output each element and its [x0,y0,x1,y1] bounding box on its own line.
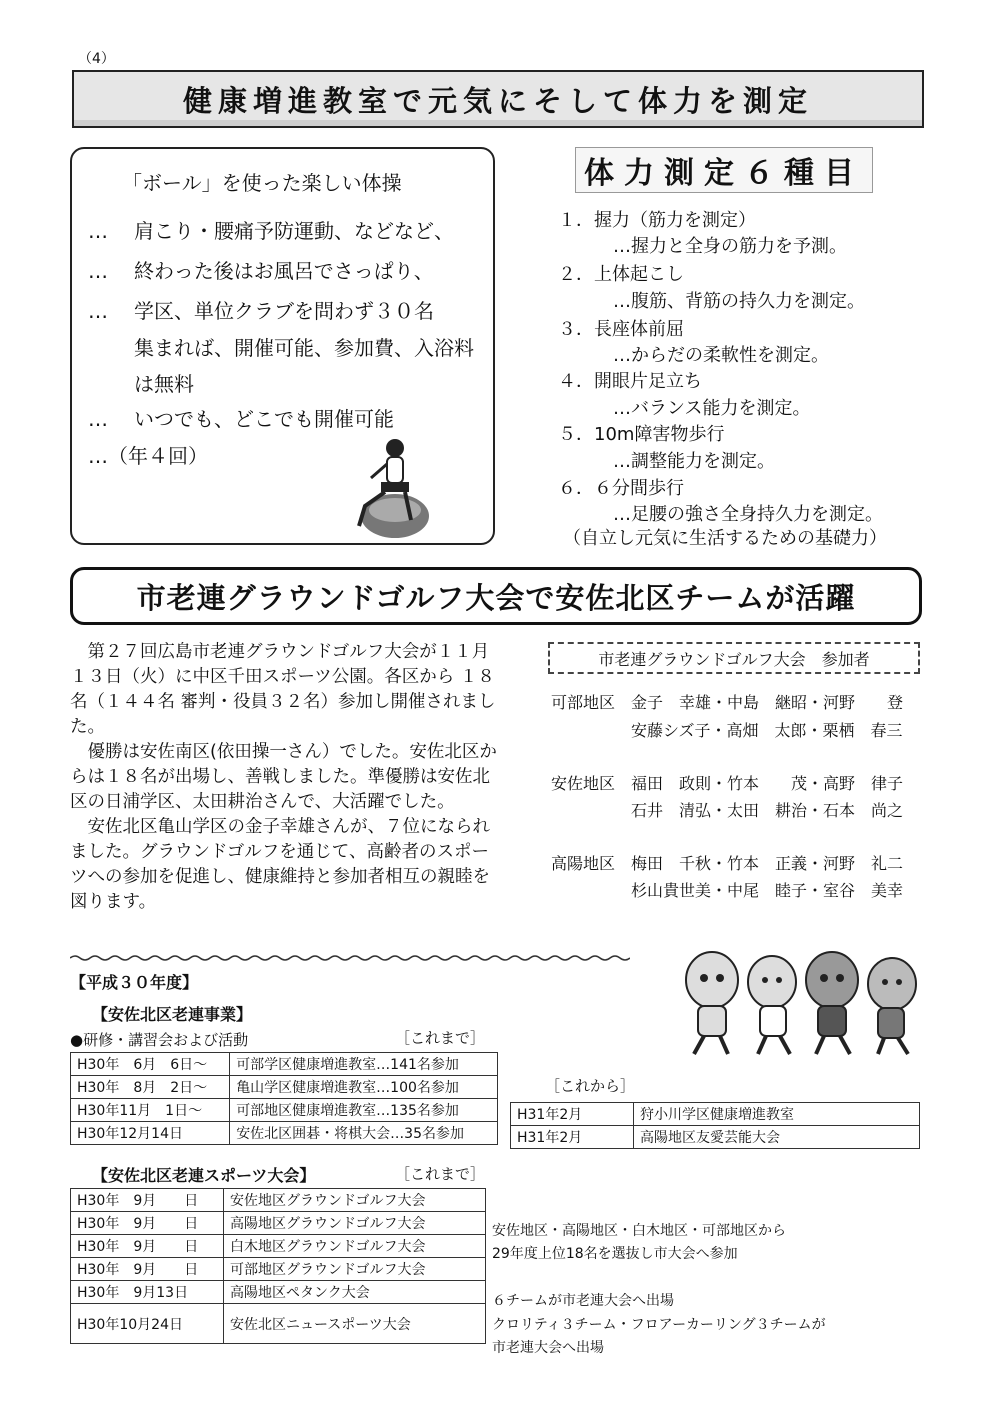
table-row [71,1053,498,1076]
ball-line-4 [88,403,394,432]
sports-table [70,1188,486,1344]
event-cell: 可部地区健康増進教室…135名参加 [230,1099,498,1122]
event-cell: 高陽地区グラウンドゴルフ大会 [224,1212,486,1235]
date-cell: H30年 6月 6日～ [71,1053,230,1076]
event-cell: 高陽地区友愛芸能大会 [634,1126,920,1149]
date-cell: H30年 9月 日 [71,1235,224,1258]
participants-title: 市老連グラウンドゴルフ大会 参加者 [548,642,920,674]
event-cell: 安佐北区ニュースポーツ大会 [224,1304,486,1344]
table-row [71,1281,486,1304]
participant-names: 安藤シズ子・高畑 太郎・栗栖 春三 [631,721,903,740]
date-cell: H30年 9月13日 [71,1281,224,1304]
training-heading: ●研修・講習会および活動 [70,1031,249,1049]
table-row [511,1126,920,1149]
event-cell: 可部地区グラウンドゴルフ大会 [224,1258,486,1281]
fitness-desc-6: …足腰の強さ全身持久力を測定。 [613,504,883,525]
event-cell: 亀山学区健康増進教室…100名参加 [230,1076,498,1099]
date-cell: H31年2月 [511,1126,634,1149]
fitness-desc-5: …調整能力を測定。 [613,451,775,472]
ball-line-5: …（年４回） [88,444,208,468]
sports-heading: 【安佐北区老連スポーツ大会】 [92,1166,316,1185]
participant-row [551,798,903,821]
participant-row [551,718,903,741]
region-label: 高陽地区 [551,854,616,873]
date-cell: H30年12月14日 [71,1122,230,1145]
article-paragraph-3: 安佐北区亀山学区の金子幸雄さんが、７位になられました。グラウンドゴルフを通じて、高齢者のスポーツへの参加を促進し、健康維持と参加者相互の親睦を図ります。 [70,817,490,912]
event-cell: 狩小川学区健康増進教室 [634,1103,920,1126]
participant-row [551,878,903,901]
event-cell: 高陽地区ペタンク大会 [224,1281,486,1304]
ball-line-text: 終わった後はお風呂でさっぱり、 [134,259,434,283]
wavy-divider [70,954,630,962]
date-cell: H30年 9月 日 [71,1189,224,1212]
table-row [511,1103,920,1126]
sports-note-gg-2: 29年度上位18名を選抜し市大会へ参加 [492,1246,738,1262]
table-row [71,1189,486,1212]
year-heading: 【平成３０年度】 [70,973,199,992]
fitness-desc-4: …バランス能力を測定。 [613,398,811,419]
date-cell: H30年 9月 日 [71,1212,224,1235]
participant-names: 石井 清弘・太田 耕治・石本 尚之 [631,801,904,820]
table-row [71,1235,486,1258]
table-row [71,1212,486,1235]
date-cell: H30年 8月 2日～ [71,1076,230,1099]
fitness-item-4: ４．開眼片足立ち [558,371,702,392]
projects-heading: 【安佐北区老連事業】 [92,1005,253,1024]
date-cell: H30年 9月 日 [71,1258,224,1281]
event-cell: 白木地区グラウンドゴルフ大会 [224,1235,486,1258]
fitness-desc-3: …からだの柔軟性を測定。 [613,345,829,366]
from-now-label: ［これから］ [545,1077,636,1095]
page-number: （4） [78,51,115,67]
ball-line-2 [88,255,434,284]
bullet-mark: … [88,407,108,431]
participant-names: 杉山貴世美・中尾 睦子・室谷 美幸 [631,881,904,900]
exercise-ball-figure-icon [335,430,445,542]
table-row [71,1099,498,1122]
bullet-mark: … [88,259,108,283]
ball-line-3 [88,295,434,324]
date-cell: H30年10月24日 [71,1304,224,1344]
ball-line-text: 学区、単位クラブを問わず３０名 [134,299,434,323]
article-paragraph-2: 優勝は安佐南区(依田操一さん）でした。安佐北区からは１８名が出場し、善戦しました。準優勝は安佐北区の日浦学区、太田耕治さんで、大活躍でした。 [70,742,497,812]
mascot-characters-icon [672,940,932,1060]
table-row [71,1304,486,1344]
article-paragraph-1: 第２７回広島市老連グラウンドゴルフ大会が１１月１３日（火）に中区千田スポーツ公園。各区から １８名（１４４名 審判・役員３２名）参加し開催されました。 [70,642,496,737]
event-cell: 安佐地区グラウンドゴルフ大会 [224,1189,486,1212]
fitness-desc-1: …握力と全身の筋力を予測。 [613,236,847,257]
table-row [71,1258,486,1281]
section-banner-groundgolf: 市老連グラウンドゴルフ大会で安佐北区チームが活躍 [70,567,922,625]
ball-line-text: いつでも、どこでも開催可能 [134,407,394,431]
future-table [510,1102,920,1149]
fitness-item-3: ３．長座体前屈 [558,319,684,340]
event-cell: 可部学区健康増進教室…141名参加 [230,1053,498,1076]
region-label: 安佐地区 [551,774,616,793]
fitness-item-6: ６．６分間歩行 [558,478,684,499]
fitness-desc-2: …腹筋、背筋の持久力を測定。 [613,291,865,312]
ball-line-3-cont2: は無料 [134,372,194,396]
participant-names: 福田 政則・竹本 茂・高野 律子 [631,774,904,793]
participant-names: 梅田 千秋・竹本 正義・河野 礼二 [631,854,904,873]
section-banner-health: 健康増進教室で元気にそして体力を測定 [72,70,924,128]
fitness-test-title: 体力測定６種目 [575,147,873,193]
region-label: 可部地区 [551,693,616,712]
ball-line-text: 肩こり・腰痛予防運動、などなど、 [134,219,454,243]
fitness-item-2: ２．上体起こし [558,264,684,285]
groundgolf-article [70,640,500,915]
so-far-label: ［これまで］ [395,1029,486,1047]
training-table [70,1052,498,1145]
fitness-item-1: １．握力（筋力を測定） [558,210,756,231]
table-row [71,1076,498,1099]
fitness-item-5: ５．10m障害物歩行 [558,424,725,445]
date-cell: H31年2月 [511,1103,634,1126]
bullet-mark: … [88,299,108,323]
sports-note-petanque: ６チームが市老連大会へ出場 [492,1293,674,1309]
sports-note-news-2: 市老連大会へ出場 [492,1340,604,1356]
ball-line-1 [88,215,454,244]
participant-names: 金子 幸雄・中島 継昭・河野 登 [631,693,904,712]
participant-row [551,851,903,874]
sports-note-news-1: クロリティ３チーム・フロアーカーリング３チームが [492,1317,826,1333]
participant-row [551,771,903,794]
ball-line-3-cont: 集まれば、開催可能、参加費、入浴料 [134,336,474,360]
table-row [71,1122,498,1145]
ball-box-title: 「ボール」を使った楽しい体操 [122,171,402,195]
sports-so-far-label: ［これまで］ [395,1165,486,1183]
bullet-mark: … [88,219,108,243]
participant-row [551,690,903,713]
fitness-footer: （自立し元気に生活するための基礎力） [563,528,887,549]
date-cell: H30年11月 1日～ [71,1099,230,1122]
event-cell: 安佐北区囲碁・将棋大会…35名参加 [230,1122,498,1145]
sports-note-gg-1: 安佐地区・高陽地区・白木地区・可部地区から [492,1223,786,1239]
